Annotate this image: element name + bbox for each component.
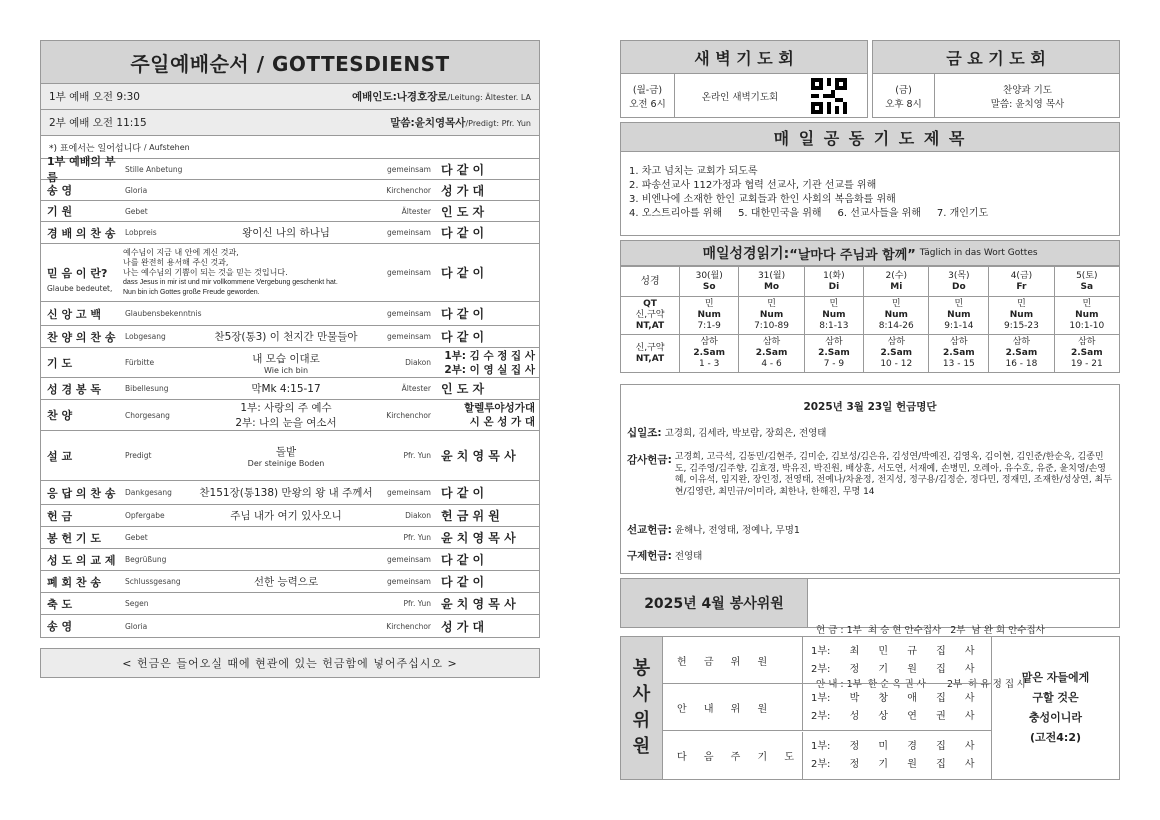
item-detail <box>189 485 383 500</box>
item-name: 설 교 <box>47 449 73 463</box>
nt-book: 삼하 <box>950 337 968 347</box>
reading-quote: “날마다 주님과 함께” <box>789 247 916 263</box>
friday-prayer-info <box>872 74 1120 118</box>
item-name: 경 배 의 찬 송 <box>47 226 116 240</box>
faith-de-line: Nun bin ich Gottes große Freude geworden. <box>123 289 260 296</box>
nt-book-de: 2.Sam <box>755 348 788 358</box>
faith-de-line: dass Jesus in mir ist und mir vollkommene Vergebung geschenkt hat. <box>123 279 338 286</box>
service-item <box>40 222 540 244</box>
friday-desc-2: 말씀: 윤치영 목사 <box>990 98 1065 110</box>
item-role: gemeinsam <box>387 228 431 237</box>
reading-day <box>739 267 804 297</box>
verse-line: 구할 것은 <box>1032 691 1079 704</box>
reading-head: 성경 <box>621 267 680 297</box>
item-role: Kirchenchor <box>386 410 431 420</box>
nt-book: 삼하 <box>762 337 781 347</box>
item-name: 성 경 봉 독 <box>47 382 101 396</box>
faith-ko-line: 예수님이 지금 내 안에 계신 것과, <box>123 248 239 257</box>
nt-reading <box>680 335 739 373</box>
friday-desc-1: 찬양과 기도 <box>1003 84 1052 96</box>
service1-label: 1부 예배 오전 9:30 <box>49 91 140 103</box>
nt-book-de: 2.Sam <box>880 348 913 358</box>
service2-lead: 말씀:윤치영목사 <box>390 117 466 129</box>
daily-prayer-title: 매 일 공 동 기 도 제 목 <box>620 122 1120 152</box>
item-de: Lobgesang <box>125 332 166 341</box>
qt-reading <box>1054 297 1119 335</box>
dawn-desc: 온라인 새벽기도회 <box>701 91 779 103</box>
item-who: 다 같 이 <box>441 330 485 344</box>
item-name: 송 영 <box>47 620 73 633</box>
committee-people <box>811 643 975 679</box>
service-item <box>40 615 540 638</box>
committee-person: 2부: 성 상 연 권 사 <box>811 711 975 723</box>
item-role: Ältester <box>401 206 431 216</box>
qt-label-1: QT <box>643 299 657 309</box>
item-who: 다 같 이 <box>441 266 485 280</box>
item-detail-main: 왕이신 나의 하나님 <box>242 227 330 239</box>
service1-row <box>40 84 540 110</box>
item-role: gemeinsam <box>387 309 431 318</box>
qt-book: 민 <box>1082 299 1092 309</box>
qt-label <box>621 297 680 335</box>
item-detail <box>189 225 383 240</box>
offering-note: < 헌금은 들어오실 때에 현관에 있는 헌금함에 넣어주십시오 > <box>40 648 540 678</box>
service-item <box>40 244 540 302</box>
day-de: Mi <box>890 281 903 292</box>
service-item <box>40 348 540 378</box>
april-service-title: 2025년 4월 봉사위원 <box>620 578 808 628</box>
item-de: Schlussgesang <box>125 577 181 586</box>
committee-side <box>621 637 663 779</box>
service-item <box>40 180 540 201</box>
prayer-item: 1. 차고 넘치는 교회가 되도록 <box>629 166 758 177</box>
committee-verse <box>991 637 1119 779</box>
faith-text <box>119 244 383 301</box>
reading-day <box>804 267 863 297</box>
nt-reading <box>929 335 989 373</box>
nt-chapters: 19 - 21 <box>1070 359 1103 369</box>
committee-role: 헌 금 위 원 <box>663 637 803 684</box>
item-who: 성 가 대 <box>441 183 485 198</box>
tithe-names: 고경희, 김세라, 박보람, 장희은, 전영태 <box>664 428 827 439</box>
qt-book-de: Num <box>884 310 908 320</box>
item-name: 찬 양 <box>47 409 73 422</box>
item-role: Kirchenchor <box>386 185 431 195</box>
nt-book: 삼하 <box>1012 337 1031 347</box>
item-who <box>437 401 539 429</box>
nt-chapters: 4 - 6 <box>761 359 782 369</box>
qt-book-de: Num <box>759 310 784 320</box>
reading-day <box>1054 267 1119 297</box>
committee-person: 2부: 정 기 원 집 사 <box>811 758 975 770</box>
tithe-line <box>627 425 827 440</box>
day-de: Fr <box>1016 281 1027 292</box>
nt-chapters: 10 - 12 <box>880 359 913 369</box>
april-offering: 헌 금 : 1부 최 승 현 안수집사 2부 남 완 희 안수집사 <box>816 625 1045 636</box>
nt-chapters: 7 - 9 <box>823 359 845 369</box>
service-item <box>40 201 540 222</box>
item-detail-main: 찬151장(통138) 만왕의 왕 내 주께서 <box>199 487 373 499</box>
committee-row <box>663 732 991 779</box>
nt-reading <box>739 335 804 373</box>
qt-reading <box>680 297 739 335</box>
qt-book-de: Num <box>697 310 721 320</box>
nt-book-de: 2.Sam <box>693 348 725 358</box>
item-detail-second: 2부: 나의 눈을 여소서 <box>235 417 337 429</box>
committee-row <box>663 637 991 684</box>
item-name: 기 도 <box>47 356 73 370</box>
day-date: 3(목) <box>948 270 970 281</box>
who-line: 2부: 이 영 실 집 사 <box>444 363 535 376</box>
service2-lead-de: /Predigt: Pfr. Yun <box>465 119 531 128</box>
dawn-time <box>621 74 675 117</box>
friday-desc <box>935 74 1120 117</box>
item-who: 윤 치 영 목 사 <box>441 449 516 463</box>
committee-person: 1부: 정 미 경 집 사 <box>811 740 975 752</box>
committee-person: 2부: 정 기 원 집 사 <box>811 664 975 675</box>
service-item <box>40 326 540 348</box>
item-who: 다 같 이 <box>441 162 485 177</box>
item-de: Bibellesung <box>125 384 169 393</box>
item-detail <box>189 444 383 468</box>
dawn-prayer-title: 새 벽 기 도 회 <box>620 40 868 74</box>
nt-chapters: 16 - 18 <box>1005 359 1038 369</box>
item-role: gemeinsam <box>387 268 431 277</box>
dawn-days: (월-금) <box>632 84 663 96</box>
day-de: Do <box>952 281 966 292</box>
faith-ko-line: 나는 예수님의 기쁨이 되는 것을 믿는 것입니다. <box>123 268 288 277</box>
reading-title-ko: 매일성경읽기: <box>702 246 790 262</box>
side-char: 봉 <box>632 658 651 679</box>
verse-line: (고전4:2) <box>1029 731 1081 744</box>
item-name: 폐 회 찬 송 <box>47 575 101 589</box>
service-item <box>40 400 540 431</box>
service-item <box>40 302 540 326</box>
qt-reading <box>929 297 989 335</box>
item-de: Glaube bedeutet, <box>47 284 113 293</box>
item-detail <box>189 351 383 375</box>
item-de: Opfergabe <box>125 511 165 520</box>
item-de: Glaubensbekenntnis <box>125 309 202 318</box>
tithe-label: 십일조: <box>627 427 662 439</box>
prayer-item: 2. 파송선교사 112가정과 협력 선교사, 기관 선교를 위해 <box>629 180 877 191</box>
qt-book: 민 <box>829 299 839 309</box>
service-item <box>40 593 540 615</box>
committee-row <box>663 684 991 731</box>
item-role: gemeinsam <box>387 332 431 341</box>
standing-note-de: / Aufstehen <box>143 142 190 152</box>
qr-code-icon[interactable] <box>811 78 847 114</box>
mission-names: 윤해나, 전영태, 정예나, 무명1 <box>674 525 800 536</box>
nt-reading <box>804 335 863 373</box>
day-date: 1(화) <box>823 270 845 281</box>
nt-book-de: 2.Sam <box>943 348 975 358</box>
item-detail <box>189 400 383 430</box>
who-line: 1부: 김 수 정 집 사 <box>444 349 535 362</box>
item-who: 성 가 대 <box>441 619 485 634</box>
item-de: Gebet <box>125 533 148 542</box>
service-item <box>40 527 540 549</box>
item-de: Dankgesang <box>125 488 172 497</box>
day-date: 2(수) <box>885 270 907 281</box>
daily-prayer-list <box>620 152 1120 236</box>
qt-verse: 8:1-13 <box>819 321 849 331</box>
qt-book: 민 <box>954 299 964 309</box>
item-detail-main: 돌밭 <box>275 445 297 458</box>
nt-reading <box>989 335 1054 373</box>
reading-title-de: Täglich in das Wort Gottes <box>919 248 1038 258</box>
item-role: Diakon <box>405 511 431 520</box>
item-de: Chorgesang <box>125 410 170 420</box>
item-detail-main: 주님 내가 여기 있사오니 <box>230 510 342 522</box>
committee-person: 1부: 최 민 규 집 사 <box>811 646 975 657</box>
who-line: 시 온 성 가 대 <box>469 416 535 428</box>
item-name: 응 답 의 찬 송 <box>47 486 116 500</box>
item-who: 윤 치 영 목 사 <box>441 531 516 545</box>
dawn-prayer-info <box>620 74 868 118</box>
side-char: 사 <box>632 684 651 705</box>
qt-book: 민 <box>1017 299 1026 309</box>
day-date: 30(월) <box>695 270 723 281</box>
qt-verse: 9:15-23 <box>1003 321 1039 331</box>
item-de: Lobpreis <box>125 228 157 237</box>
reading-table <box>620 266 1120 373</box>
item-de: Predigt <box>125 451 152 460</box>
qt-label-3: NT,AT <box>635 321 665 331</box>
item-detail-main: 내 모습 이대로 <box>252 352 320 365</box>
qt-label-2: 신,구약 <box>635 310 665 320</box>
qt-reading <box>989 297 1054 335</box>
service-title: 주일예배순서 / GOTTESDIENST <box>40 40 540 84</box>
qt-book-de: Num <box>947 310 971 320</box>
friday-time-text: 오후 8시 <box>885 98 922 110</box>
qt-verse: 7:1-9 <box>697 321 721 331</box>
qt-book: 민 <box>891 299 901 309</box>
service-item <box>40 505 540 527</box>
item-de: Segen <box>125 599 149 608</box>
item-who: 다 같 이 <box>441 226 485 240</box>
item-who: 인 도 자 <box>441 204 485 219</box>
nt-label <box>621 335 680 373</box>
item-name: 봉 헌 기 도 <box>47 531 101 545</box>
item-name: 기 원 <box>47 205 73 218</box>
item-role: Pfr. Yun <box>403 451 431 460</box>
nt-reading <box>864 335 929 373</box>
nt-book-de: 2.Sam <box>1070 348 1103 358</box>
day-de: Sa <box>1080 281 1094 292</box>
nt-chapters: 13 - 15 <box>942 359 975 369</box>
reading-day <box>864 267 929 297</box>
reading-title <box>620 240 1120 266</box>
service-item <box>40 571 540 593</box>
nt-book: 삼하 <box>825 337 843 347</box>
friday-prayer-title: 금 요 기 도 회 <box>872 40 1120 74</box>
nt-book: 삼하 <box>700 337 718 347</box>
item-role: gemeinsam <box>387 488 431 497</box>
verse-line: 충성이니라 <box>1028 711 1083 724</box>
item-detail <box>189 329 383 344</box>
side-char: 위 <box>632 710 651 731</box>
reading-day <box>989 267 1054 297</box>
day-date: 5(토) <box>1076 270 1098 281</box>
item-de: Gloria <box>125 621 148 631</box>
item-who: 다 같 이 <box>441 553 485 567</box>
day-de: Mo <box>763 281 780 292</box>
service2-row <box>40 110 540 136</box>
item-de: Gloria <box>125 185 148 195</box>
item-name: 헌 금 <box>47 509 73 523</box>
qt-book-de: Num <box>1075 310 1099 320</box>
april-usher: 안 내 : 1부 한 순 옥 권 사 2부 하 유 정 집 사 <box>816 679 1027 690</box>
day-date: 31(월) <box>757 270 786 281</box>
qt-reading <box>804 297 863 335</box>
item-name: 1부 예배의 부름 <box>47 155 116 184</box>
qt-book-de: Num <box>1009 310 1034 320</box>
nt-book-de: 2.Sam <box>1005 348 1038 358</box>
who-line: 할렐루야성가대 <box>463 402 535 414</box>
item-role: Ältester <box>401 384 431 393</box>
committee-rows <box>663 637 991 779</box>
item-role: Pfr. Yun <box>403 533 431 542</box>
service-item <box>40 378 540 400</box>
qt-book: 민 <box>704 299 714 309</box>
nt-label-2: NT,AT <box>635 353 665 364</box>
relief-label: 구제헌금: <box>627 550 672 562</box>
item-name: 신 앙 고 백 <box>47 307 101 321</box>
day-de: Di <box>828 281 840 292</box>
qt-reading <box>739 297 804 335</box>
item-detail <box>189 381 383 396</box>
mission-label: 선교헌금: <box>627 524 672 536</box>
item-detail-main: 막Mk 4:15-17 <box>251 383 321 395</box>
friday-time <box>873 74 935 117</box>
committee-person: 1부: 박 창 애 집 사 <box>811 693 975 705</box>
thanks-line <box>627 452 1113 498</box>
committee-role: 안 내 위 원 <box>663 684 803 731</box>
item-de: Stille Anbetung <box>125 164 183 174</box>
item-who: 헌 금 위 원 <box>441 509 500 523</box>
item-de: Begrüßung <box>125 555 167 564</box>
item-who: 다 같 이 <box>441 486 485 500</box>
service-item <box>40 155 540 184</box>
reading-day <box>680 267 739 297</box>
day-de: So <box>702 281 716 292</box>
item-who: 윤 치 영 목 사 <box>441 597 516 611</box>
nt-reading <box>1054 335 1119 373</box>
item-de: Gebet <box>125 206 148 216</box>
friday-days: (금) <box>895 84 912 96</box>
item-detail-de: Der steinige Boden <box>247 458 325 468</box>
item-who: 인 도 자 <box>441 382 485 396</box>
nt-label-1: 신,구약 <box>635 342 665 353</box>
offering-title: 2025년 3월 23일 헌금명단 <box>803 401 937 413</box>
qt-reading <box>864 297 929 335</box>
service1-lead: 예배인도:나경호장로 <box>352 91 448 103</box>
service2-label: 2부 예배 오전 11:15 <box>49 117 147 129</box>
item-role: Pfr. Yun <box>403 599 431 608</box>
thanks-label: 감사헌금: <box>627 454 672 466</box>
item-name: 축 도 <box>47 597 73 611</box>
item-de: Fürbitte <box>125 358 155 367</box>
item-role: Kirchenchor <box>386 621 431 631</box>
qt-book: 민 <box>767 299 776 309</box>
item-role: gemeinsam <box>387 164 431 174</box>
service1-lead-de: /Leitung: Ältester. LA <box>447 93 531 102</box>
item-name: 믿 음 이 란? <box>47 266 108 280</box>
item-detail-de: Wie ich bin <box>263 365 309 375</box>
qt-verse: 8:14-26 <box>878 321 914 331</box>
nt-book-de: 2.Sam <box>818 348 850 358</box>
relief-names: 전영태 <box>674 551 703 562</box>
item-detail <box>189 508 383 523</box>
item-role: gemeinsam <box>387 555 431 564</box>
item-name: 찬 양 의 찬 송 <box>47 330 116 344</box>
item-detail-main: 1부: 사랑의 주 예수 <box>240 402 332 414</box>
service-item <box>40 549 540 571</box>
nt-book: 삼하 <box>887 337 905 347</box>
day-date: 4(금) <box>1010 270 1033 281</box>
side-char: 원 <box>632 736 651 757</box>
prayer-item: 4. 오스트리아를 위해 5. 대한민국을 위해 6. 선교사들을 위해 7. 개인기도 <box>629 208 989 219</box>
service-items <box>40 155 540 638</box>
qt-verse: 7:10-89 <box>754 321 789 331</box>
service-committee <box>620 636 1120 780</box>
item-detail-main: 선한 능력으로 <box>253 576 319 588</box>
offering-list <box>620 384 1120 574</box>
committee-people <box>811 690 975 726</box>
order-of-service <box>40 40 540 678</box>
item-role: Diakon <box>405 358 431 367</box>
nt-chapters: 1 - 3 <box>698 359 720 369</box>
reading-day <box>929 267 989 297</box>
item-detail <box>189 574 383 589</box>
qt-verse: 9:1-14 <box>944 321 974 331</box>
item-who: 다 같 이 <box>441 575 485 589</box>
verse-line: 맡은 자들에게 <box>1021 671 1090 684</box>
nt-book: 삼하 <box>1078 337 1096 347</box>
relief-line <box>627 548 702 563</box>
qt-book-de: Num <box>822 310 846 320</box>
service-item <box>40 481 540 505</box>
item-who: 다 같 이 <box>441 307 485 321</box>
prayer-item: 3. 비엔나에 소재한 한인 교회들과 한인 사회의 복음화를 위해 <box>629 194 896 205</box>
service-item <box>40 431 540 481</box>
item-name: 송 영 <box>47 184 73 197</box>
thanks-names: 고경희, 고극석, 김동민/김현주, 김미순, 김보성/김은유, 김성연/박예진, 김영옥, 김이현, 김인준/한순옥, 김종민도, 김주영/김주향, 김효경, 박유진, 박진원, 배상훈, 서도연, 서재예, 손병민, 오레아, 유수호, 유준, 윤치영/손영혜, 이유석, 임지완, 장인정, 전영태, 전예나/차윤정, 전지성, 정구용/김정순, 정다민, 정재민, 조재한/성상연, 최두현/김영란, 최민규/이미라, 최한나, 한해진, 무명 14 <box>674 452 1112 497</box>
faith-ko-line: 나를 완전히 용서해 주신 것과, <box>123 258 229 267</box>
item-who <box>437 349 539 377</box>
item-name: 성 도 의 교 제 <box>47 553 116 567</box>
dawn-time-text: 오전 6시 <box>629 98 666 110</box>
mission-line <box>627 522 800 537</box>
committee-role: 다 음 주 기 도 <box>663 732 803 779</box>
standing-note-text: *) 표에서는 일어섭니다 <box>49 143 141 154</box>
item-detail-main: 찬5장(통3) 이 천지간 만물들아 <box>214 331 358 343</box>
committee-people <box>811 738 975 774</box>
item-role: gemeinsam <box>387 577 431 586</box>
qt-verse: 10:1-10 <box>1069 321 1105 331</box>
